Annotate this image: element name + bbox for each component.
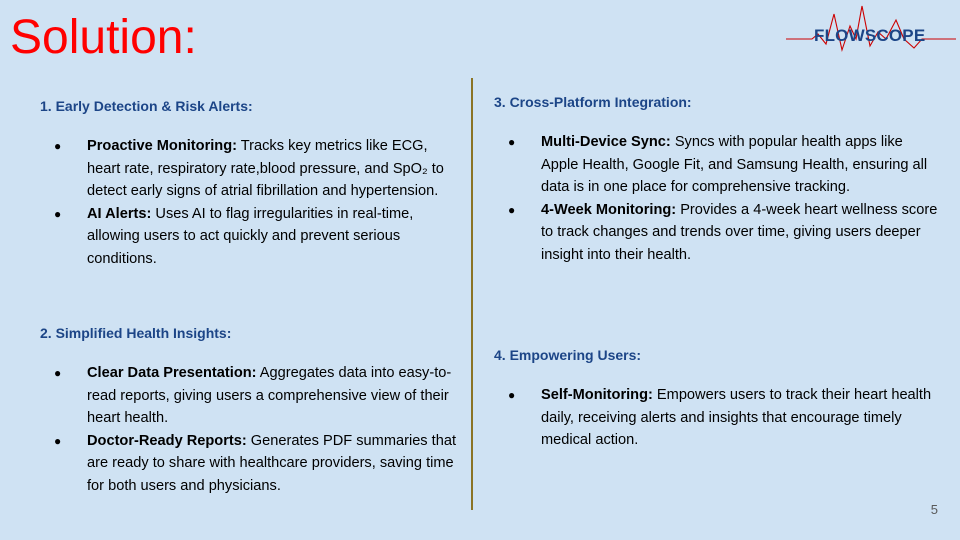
bullet-title: Proactive Monitoring:: [87, 138, 237, 154]
bullet-title: AI Alerts:: [87, 205, 152, 222]
bullet-icon: ●: [508, 388, 516, 402]
bullet-text: Provides a 4-week heart wellness score to track changes and trends over time, giving users deeper insight into their health.: [541, 201, 938, 263]
bullet-text: Tracks key metrics like ECG, heart rate, respiratory rate,blood pressure, and SpO₂ to detect early signs of atrial fibrillation and hypertension.: [87, 138, 444, 199]
list-item: [40, 362, 460, 430]
section-heading: 3. Cross-Platform Integration:: [494, 94, 692, 110]
bullet-title: Clear Data Presentation:: [87, 365, 257, 381]
bullet-icon: ●: [508, 202, 516, 217]
bullet-title: 4-Week Monitoring:: [541, 201, 677, 218]
bullet-text: Aggregates data into easy-to-read reports, giving users a comprehensive view of their heart health.: [87, 365, 452, 426]
bullet-list: [40, 135, 460, 270]
bullet-text: Generates PDF summaries that are ready to share with healthcare providers, saving time for both users and physicians.: [87, 432, 457, 494]
section-empowering-users: [494, 346, 940, 452]
bullet-title: Doctor-Ready Reports:: [87, 432, 247, 449]
bullet-title: Multi-Device Sync:: [541, 134, 671, 150]
bullet-icon: ●: [508, 135, 516, 149]
list-item: [494, 384, 940, 452]
section-heading: 1. Early Detection & Risk Alerts:: [40, 98, 253, 114]
bullet-title: Self-Monitoring:: [541, 387, 653, 403]
bullet-text: Uses AI to flag irregularities in real-time, allowing users to act quickly and prevent serious conditions.: [87, 205, 414, 267]
bullet-list: [494, 131, 940, 266]
bullet-text: Empowers users to track their heart health daily, receiving alerts and insights that encourage timely medical action.: [541, 387, 932, 448]
list-item: [40, 135, 460, 203]
section-cross-platform: [494, 93, 940, 266]
list-item: [494, 199, 940, 267]
bullet-icon: ●: [54, 366, 62, 380]
bullet-icon: ●: [54, 206, 62, 221]
section-heading: 2. Simplified Health Insights:: [40, 325, 232, 341]
bullet-list: [40, 362, 460, 497]
list-item: [40, 203, 460, 271]
page-number: 5: [930, 502, 938, 517]
list-item: [40, 430, 460, 498]
slide-title: Solution:: [10, 11, 197, 64]
column-divider: [471, 78, 473, 510]
list-item: [494, 131, 940, 199]
bullet-icon: ●: [54, 433, 62, 448]
bullet-text: Syncs with popular health apps like Apple Health, Google Fit, and Samsung Health, ensuring all data is in one place for comprehensive tracking.: [541, 134, 928, 195]
bullet-icon: ●: [54, 139, 62, 153]
section-early-detection: [40, 97, 460, 270]
section-simplified-insights: [40, 324, 460, 497]
logo-text: FLOWSCOPE: [814, 26, 926, 45]
section-heading: 4. Empowering Users:: [494, 347, 642, 363]
bullet-list: [494, 384, 940, 452]
